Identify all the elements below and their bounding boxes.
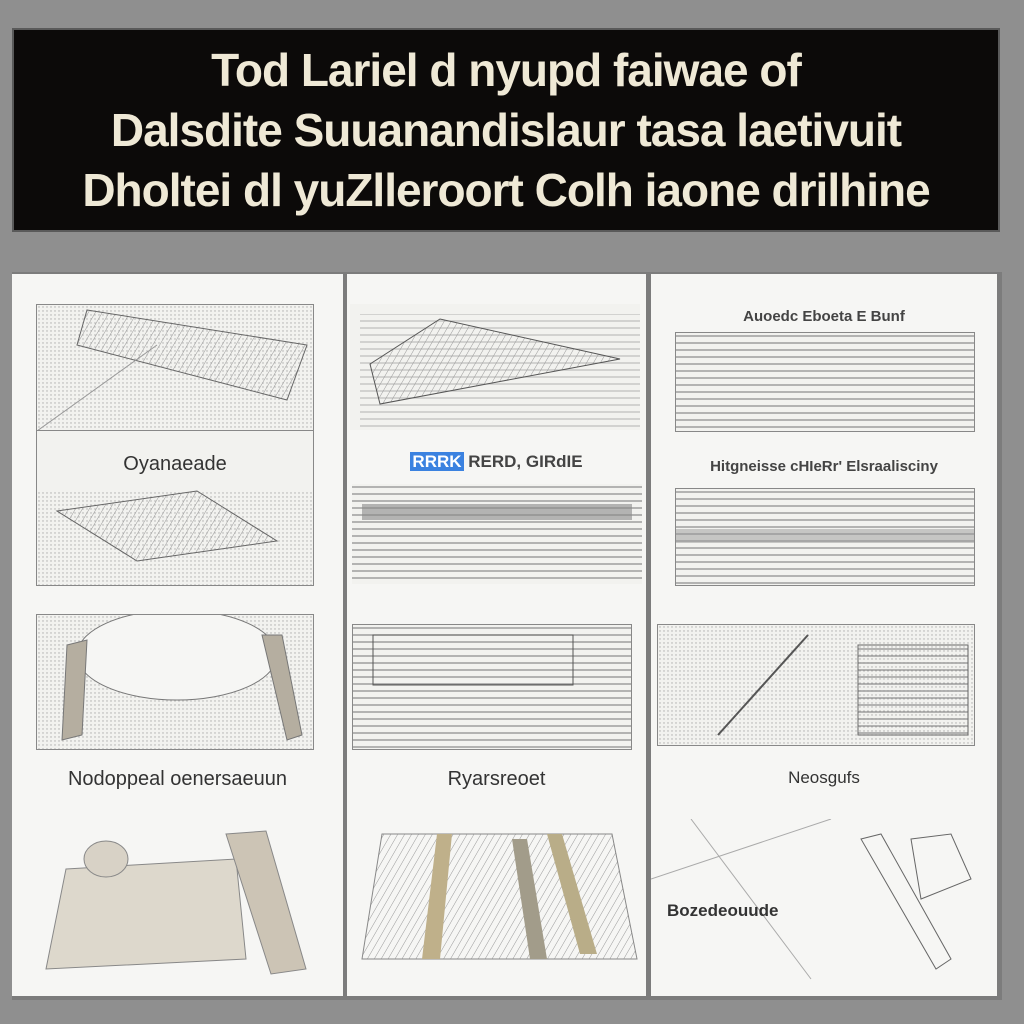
- column-2: [347, 274, 646, 996]
- sketch-rails: [352, 829, 642, 964]
- figure-heading: Auoedc Eboeta E Bunf: [743, 308, 905, 325]
- title-banner: [12, 28, 1000, 232]
- figure-label: Bozedeouude: [667, 901, 779, 920]
- sketch-site-plan: [657, 624, 975, 746]
- sketch-panel-field: [36, 430, 314, 586]
- figure-label: Nodoppeal oenersaeuun: [67, 768, 288, 790]
- sketch-sloped-roof: [36, 304, 314, 432]
- sketch-table: [675, 332, 975, 432]
- figure-label: Oyanaeade: [123, 453, 227, 475]
- title-line-3: Dholtei dl yuZlleroort Colh iaone drilhine: [82, 164, 930, 216]
- column-3: [651, 274, 997, 996]
- sketch-machinery: [651, 819, 991, 984]
- figure-label: Ryarsreoet: [447, 768, 546, 790]
- figure-label: Neosgufs: [788, 768, 860, 787]
- highlighted-label[interactable]: RRRK: [412, 452, 462, 471]
- sketch-arch: [36, 614, 314, 750]
- title-line-1: Tod Lariel d nyupd faiwae of: [211, 44, 801, 96]
- sketch-form: [675, 488, 975, 586]
- column-1: [12, 274, 343, 996]
- sketch-layout-map: [352, 624, 632, 750]
- title-line-2: Dalsdite Suuanandislaur tasa laetivuit: [110, 104, 902, 156]
- sketch-text-block: [352, 484, 642, 584]
- sketch-ramp: [350, 304, 640, 430]
- figure-heading: [347, 452, 646, 472]
- sketch-structure: [36, 819, 326, 979]
- figure-heading-text: RERD, GIRdIE: [468, 452, 583, 471]
- diagram-board: [12, 272, 1002, 1000]
- figure-heading: Hitgneisse cHIeRr' Elsraalisciny: [710, 458, 938, 475]
